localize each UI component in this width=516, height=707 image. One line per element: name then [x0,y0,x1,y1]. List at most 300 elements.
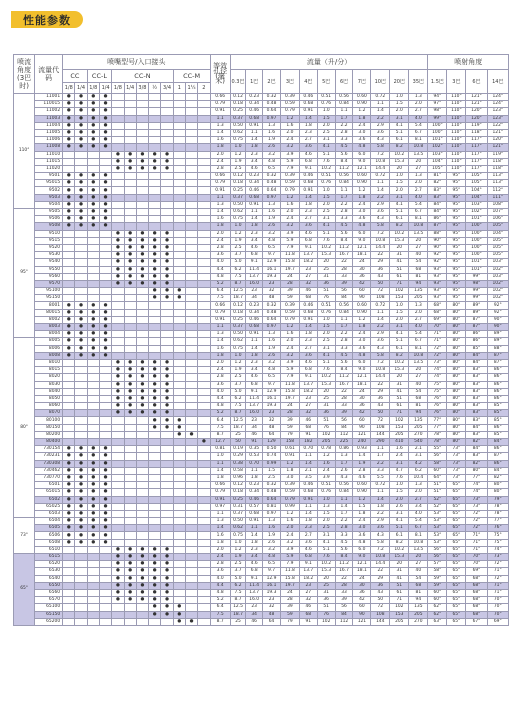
availability-empty [185,201,197,208]
availability-empty [198,618,210,625]
availability-empty [173,115,185,122]
availability-empty [198,230,210,237]
table-row [14,611,509,618]
availability-empty [112,187,124,194]
table-row [14,288,509,295]
table-row [14,173,509,180]
table-row [14,165,509,172]
flow-value: 4.6 [246,561,263,568]
table-row [14,108,509,115]
flow-value: 4.0 [409,115,428,122]
angle-value: 101° [466,216,487,223]
availability-dot: ● [124,568,136,575]
availability-empty [87,546,99,553]
flow-value: 51 [390,395,409,402]
angle-value: 78° [487,503,508,510]
availability-empty [173,539,185,546]
flow-code: 65150 [35,611,63,618]
flow-value: 25 [317,582,335,589]
flow-value: 0.32 [263,173,281,180]
availability-empty [124,223,136,230]
flow-value: 79 [280,618,299,625]
flow-value: 5.9 [280,367,299,374]
availability-empty [173,503,185,510]
availability-empty [99,604,111,611]
availability-dot: ● [161,561,173,568]
angle-value: 60° [428,589,447,596]
availability-empty [198,374,210,381]
flow-value: 43 [371,273,390,280]
availability-empty [63,244,75,251]
angle-value: 74° [428,367,447,374]
model-cc-n: CC-N [112,70,173,83]
availability-empty [173,510,185,517]
flow-value: 2.2 [371,460,390,467]
flow-value: 0.37 [230,194,246,201]
availability-empty [124,129,136,136]
flow-value: 79 [280,431,299,438]
availability-empty [161,144,173,151]
flow-code: 11020 [35,165,63,172]
availability-dot: ● [63,144,75,151]
flow-value: 1.2 [280,324,299,331]
flow-value: 3.3 [335,137,353,144]
flow-value: 0.23 [246,482,263,489]
table-row [14,280,509,287]
flow-value: 2.6 [263,144,281,151]
flow-value: 2.3 [299,129,317,136]
availability-empty [173,259,185,266]
flow-value: 1.8 [246,144,263,151]
flow-value: 51 [317,417,335,424]
availability-empty [87,374,99,381]
angle-value: 56° [428,554,447,561]
availability-dot: ● [99,194,111,201]
flow-value: 1.2 [317,453,335,460]
flow-code: 6540 [35,575,63,582]
flow-value: 112 [335,618,353,625]
availability-dot: ● [173,431,185,438]
availability-empty [161,345,173,352]
flow-value: 1.4 [299,510,317,517]
flow-value: 36 [353,589,371,596]
flow-value: 81 [409,403,428,410]
availability-empty [173,374,185,381]
availability-empty [87,395,99,402]
flow-value: 11.4 [246,266,263,273]
availability-empty [75,381,87,388]
flow-value: 7.9 [280,561,299,568]
flow-value: 0.68 [299,101,317,108]
availability-empty [75,554,87,561]
flow-value: 3.9 [280,359,299,366]
availability-empty [124,482,136,489]
angle-value: 82° [466,439,487,446]
angle-value: 84° [428,201,447,208]
flow-value: 1.7 [371,453,390,460]
angle-value: 68° [466,575,487,582]
angle-value: 87° [466,316,487,323]
availability-empty [161,122,173,129]
flow-value: 0.37 [230,324,246,331]
angle-value: 71° [466,539,487,546]
availability-dot: ● [99,338,111,345]
availability-empty [198,489,210,496]
flow-value: 1.8 [353,194,371,201]
availability-dot: ● [112,403,124,410]
availability-empty [99,582,111,589]
flow-value: 2.0 [317,201,335,208]
flow-value: 32 [299,597,317,604]
availability-empty [63,424,75,431]
flow-value: 0.48 [263,101,281,108]
angle-value: 103° [487,259,508,266]
availability-dot: ● [112,367,124,374]
flow-value: 1.5 [390,180,409,187]
availability-empty [185,482,197,489]
flow-value: 3.5 [299,474,317,481]
availability-empty [173,252,185,259]
availability-empty [173,395,185,402]
inlet-9: 1 [173,83,185,94]
orifice-value: 0.79 [210,489,230,496]
availability-dot: ● [99,122,111,129]
angle-value: 101° [428,137,447,144]
flow-value: 14.4 [371,244,390,251]
flow-value: 68 [409,582,428,589]
flow-value: 1.5 [353,503,371,510]
flow-value: 1.1 [371,446,390,453]
angle-value: 83° [466,417,487,424]
availability-dot: ● [112,237,124,244]
angle-value: 64° [428,474,447,481]
availability-dot: ● [99,345,111,352]
availability-dot: ● [87,453,99,460]
performance-table-container [13,54,509,697]
angle-value: 74° [466,482,487,489]
flow-value: 4.5 [335,223,353,230]
availability-empty [173,273,185,280]
availability-empty [198,194,210,201]
table-row [14,403,509,410]
angle-value: 72° [428,345,447,352]
inlet-4: 1/8 [112,83,124,94]
table-row [14,367,509,374]
availability-empty [161,460,173,467]
flow-value: 0.48 [263,489,281,496]
availability-empty [87,259,99,266]
availability-empty [136,496,148,503]
flow-code: 8006 [35,345,63,352]
table-row [14,554,509,561]
availability-empty [112,510,124,517]
availability-empty [136,194,148,201]
flow-value: 7.2 [371,151,390,158]
availability-dot: ● [112,546,124,553]
flow-code: 6501 [35,482,63,489]
flow-value: 20 [409,237,428,244]
availability-empty [185,122,197,129]
flow-value: 0.97 [263,510,281,517]
availability-dot: ● [161,374,173,381]
angle-value: 71° [428,331,447,338]
flow-value: 0.32 [263,482,281,489]
flow-code: 80150 [35,424,63,431]
availability-empty [185,359,197,366]
availability-empty [112,496,124,503]
flow-value: 3.4 [246,237,263,244]
table-row [14,94,509,101]
flow-value: 7.2 [371,359,390,366]
flow-value: 3.3 [335,216,353,223]
availability-empty [99,266,111,273]
flow-value: 5.1 [317,151,335,158]
availability-dot: ● [63,453,75,460]
availability-dot: ● [63,194,75,201]
availability-empty [149,431,161,438]
angle-value: 72° [466,510,487,517]
flow-value: 205 [390,618,409,625]
flow-value: 68 [409,266,428,273]
flow-value: 4.3 [335,474,353,481]
flow-value: 4.8 [263,367,281,374]
availability-empty [75,424,87,431]
orifice-value: 4.8 [210,273,230,280]
availability-empty [161,446,173,453]
angle-value: 86° [466,331,487,338]
availability-empty [136,324,148,331]
availability-dot: ● [63,525,75,532]
table-row [14,518,509,525]
availability-empty [124,467,136,474]
availability-empty [136,482,148,489]
angle-value: 71° [466,546,487,553]
angle-value: 83° [466,374,487,381]
availability-dot: ● [173,611,185,618]
availability-empty [112,525,124,532]
angle-value: 65° [447,496,466,503]
availability-dot: ● [112,266,124,273]
angle-value: 103° [428,151,447,158]
flow-value: 0.84 [335,489,353,496]
flow-value: 11.8 [280,381,299,388]
availability-empty [124,122,136,129]
flow-value: 5.9 [280,158,299,165]
availability-empty [198,158,210,165]
flow-value: 33 [335,589,353,596]
pressure-4: 4巴 [299,70,317,94]
angle-value: 73° [466,503,487,510]
availability-dot: ● [149,280,161,287]
flow-value: 27 [299,403,317,410]
availability-empty [136,288,148,295]
flow-value: 28 [280,280,299,287]
availability-dot: ● [99,532,111,539]
flow-value: 9.7 [263,381,281,388]
flow-value: 39 [280,288,299,295]
table-row [14,410,509,417]
availability-dot: ● [136,359,148,366]
availability-empty [198,496,210,503]
availability-empty [198,180,210,187]
angle-value: 75° [428,388,447,395]
flow-value: 90 [353,611,371,618]
availability-dot: ● [149,359,161,366]
availability-empty [185,345,197,352]
availability-empty [75,230,87,237]
availability-dot: ● [149,410,161,417]
flow-value: 6.8 [299,554,317,561]
availability-empty [63,151,75,158]
flow-value: 4.6 [246,244,263,251]
availability-empty [161,496,173,503]
availability-empty [198,417,210,424]
flow-value: 8.7 [230,597,246,604]
availability-empty [185,403,197,410]
flow-value: 31 [390,381,409,388]
flow-value: 0.99 [263,460,281,467]
orifice-value: 5.2 [210,410,230,417]
availability-dot: ● [136,403,148,410]
flow-value: 0.12 [230,302,246,309]
availability-dot: ● [149,273,161,280]
availability-empty [124,446,136,453]
flow-value: 1.6 [280,122,299,129]
flow-value: 102 [390,604,409,611]
flow-value: 4.1 [390,201,409,208]
flow-value: 1.4 [246,137,263,144]
table-row [14,259,509,266]
flow-value: 3.6 [371,338,390,345]
flow-value: 2.2 [335,201,353,208]
angle-value: 71° [487,589,508,596]
availability-dot: ● [63,309,75,316]
flow-value: 12.1 [353,561,371,568]
availability-empty [136,518,148,525]
availability-dot: ● [112,374,124,381]
availability-empty [87,266,99,273]
flow-value: 2.0 [390,316,409,323]
flow-value: 22 [335,575,353,582]
availability-empty [112,331,124,338]
flow-value: 84 [335,295,353,302]
availability-empty [112,209,124,216]
orifice-value: 1.3 [210,122,230,129]
availability-dot: ● [63,122,75,129]
availability-dot: ● [124,597,136,604]
orifice-value: 0.66 [210,94,230,101]
orifice-value: 1.8 [210,144,230,151]
availability-dot: ● [63,137,75,144]
flow-value: 0.58 [230,467,246,474]
availability-empty [198,539,210,546]
flow-value: 12.1 [353,165,371,172]
availability-dot: ● [136,410,148,417]
angle-value: 92° [428,259,447,266]
flow-value: 50 [230,439,246,446]
table-row [14,388,509,395]
flow-value: 5.4 [409,201,428,208]
availability-empty [161,489,173,496]
availability-empty [124,209,136,216]
angle-value: 65° [447,568,466,575]
availability-empty [185,395,197,402]
availability-empty [99,597,111,604]
availability-dot: ● [136,589,148,596]
flow-value: 16.0 [246,410,263,417]
availability-dot: ● [149,568,161,575]
availability-empty [124,101,136,108]
availability-dot: ● [75,223,87,230]
flow-value: 5.0 [230,388,246,395]
flow-value: 6.7 [409,338,428,345]
availability-empty [63,589,75,596]
angle-value: 95° [447,252,466,259]
angle-value: 73° [447,460,466,467]
flow-value: 3.7 [230,381,246,388]
availability-dot: ● [63,201,75,208]
table-row [14,568,509,575]
availability-dot: ● [99,129,111,136]
availability-dot: ● [75,496,87,503]
flow-value: 0.29 [230,453,246,460]
flow-value: 2.4 [353,201,371,208]
availability-empty [161,108,173,115]
flow-value: 2.5 [317,338,335,345]
flow-value: 2.6 [263,352,281,359]
angle-value: 117° [466,144,487,151]
flow-value: 13.5 [409,359,428,366]
availability-empty [112,309,124,316]
availability-empty [136,216,148,223]
availability-empty [185,367,197,374]
availability-dot: ● [63,180,75,187]
angle-value: 65° [447,503,466,510]
availability-dot: ● [112,381,124,388]
flow-value: 8.4 [335,237,353,244]
flow-value: 0.60 [353,173,371,180]
angle-value: 123° [487,115,508,122]
flow-value: 51 [317,604,335,611]
availability-empty [136,144,148,151]
availability-dot: ● [124,359,136,366]
angle-value: 75° [487,539,508,546]
flow-value: 40 [409,381,428,388]
flow-value: 0.37 [230,510,246,517]
performance-table-body [14,94,509,626]
flow-value: 2.7 [409,108,428,115]
flow-value: 0.46 [246,316,263,323]
availability-empty [185,288,197,295]
availability-empty [87,367,99,374]
availability-dot: ● [161,259,173,266]
availability-empty [63,561,75,568]
flow-value: 0.46 [299,302,317,309]
orifice-value: 1.8 [210,474,230,481]
angle-value: 71° [466,532,487,539]
flow-value: 1.1 [335,496,353,503]
flow-code: 8060 [35,403,63,410]
flow-value: 0.23 [246,302,263,309]
availability-empty [198,288,210,295]
angle-value: 86° [428,216,447,223]
availability-empty [185,546,197,553]
flow-value: 13.7 [246,403,263,410]
availability-dot: ● [87,129,99,136]
angle-value: 87° [487,352,508,359]
flow-value: 22 [371,568,390,575]
flow-value: 8.4 [335,367,353,374]
